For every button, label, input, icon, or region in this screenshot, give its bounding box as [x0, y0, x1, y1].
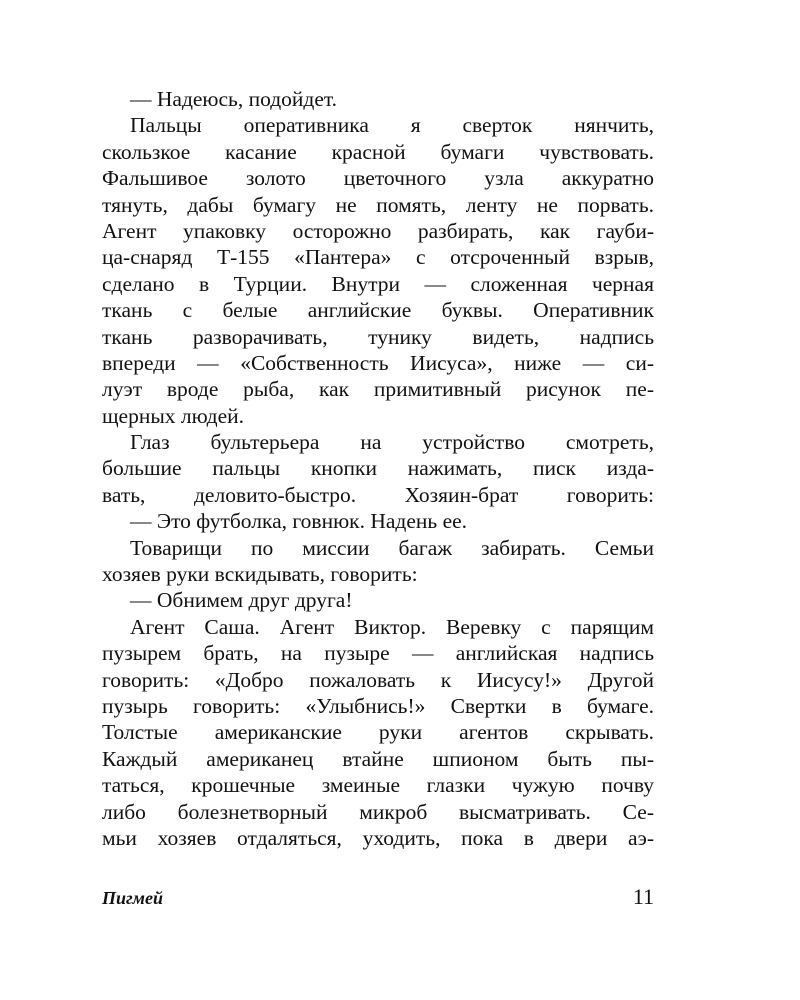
page-text [102, 86, 654, 851]
text-line: — Это футболка, говнюк. Надень ее. [130, 509, 468, 534]
running-title: Пигмей [102, 888, 163, 908]
text-line: — Надеюсь, подойдет. [130, 87, 338, 111]
text-line: большие пальцы кнопки нажимать, писк изда- [102, 456, 654, 481]
text-line: ткань с белые английские буквы. Оперативник [102, 298, 654, 323]
text-line: скользкое касание красной бумаги чувствовать. [102, 139, 654, 164]
text-line: хозяев руки вскидывать, говорить: [102, 562, 418, 587]
text-line: Агент Саша. Агент Виктор. Веревку с парящим [130, 614, 654, 639]
text-line: ткань разворачивать, тунику видеть, надпись [102, 324, 654, 349]
text-line: Товарищи по миссии багаж забирать. Семьи [130, 535, 654, 560]
text-line: Пальцы оперативника я сверток нянчить, [130, 113, 654, 138]
text-line: вать, деловито-быстро. Хозяин-брат говорить: [102, 482, 654, 507]
text-line: пузырем брать, на пузыре — английская надпись [102, 641, 654, 666]
text-line: впереди — «Собственность Иисуса», ниже — си- [102, 350, 654, 375]
text-line: либо болезнетворный микроб высматривать. Се- [102, 799, 654, 824]
text-line: сделано в Турции. Внутри — сложенная черная [102, 271, 654, 296]
page-footer [102, 884, 654, 914]
page-number: 11 [632, 884, 654, 909]
text-line: луэт вроде рыба, как примитивный рисунок пе- [102, 377, 654, 402]
text-line: щерных людей. [102, 403, 244, 428]
text-line: мьи хозяев отдаляться, уходить, пока в двери аэ- [102, 825, 654, 850]
text-line: — Обнимем друг друга! [130, 588, 353, 613]
text-line: тянуть, дабы бумагу не помять, ленту не порвать. [102, 192, 654, 217]
text-line: Толстые американские руки агентов скрывать. [102, 720, 654, 745]
text-line: Глаз бультерьера на устройство смотреть, [130, 430, 654, 455]
text-line: говорить: «Добро пожаловать к Иисусу!» Другой [102, 667, 654, 692]
text-line: Агент упаковку осторожно разбирать, как гауби- [102, 218, 654, 243]
text-line: таться, крошечные змеиные глазки чужую почву [102, 773, 654, 798]
text-line: Каждый американец втайне шпионом быть пы- [102, 746, 654, 771]
text-line: пузырь говорить: «Улыбнись!» Свертки в бумаге. [102, 693, 654, 718]
text-line: ца-снаряд Т-155 «Пантера» с отсроченный взрыв, [102, 245, 654, 270]
text-line: Фальшивое золото цветочного узла аккуратно [102, 166, 654, 191]
